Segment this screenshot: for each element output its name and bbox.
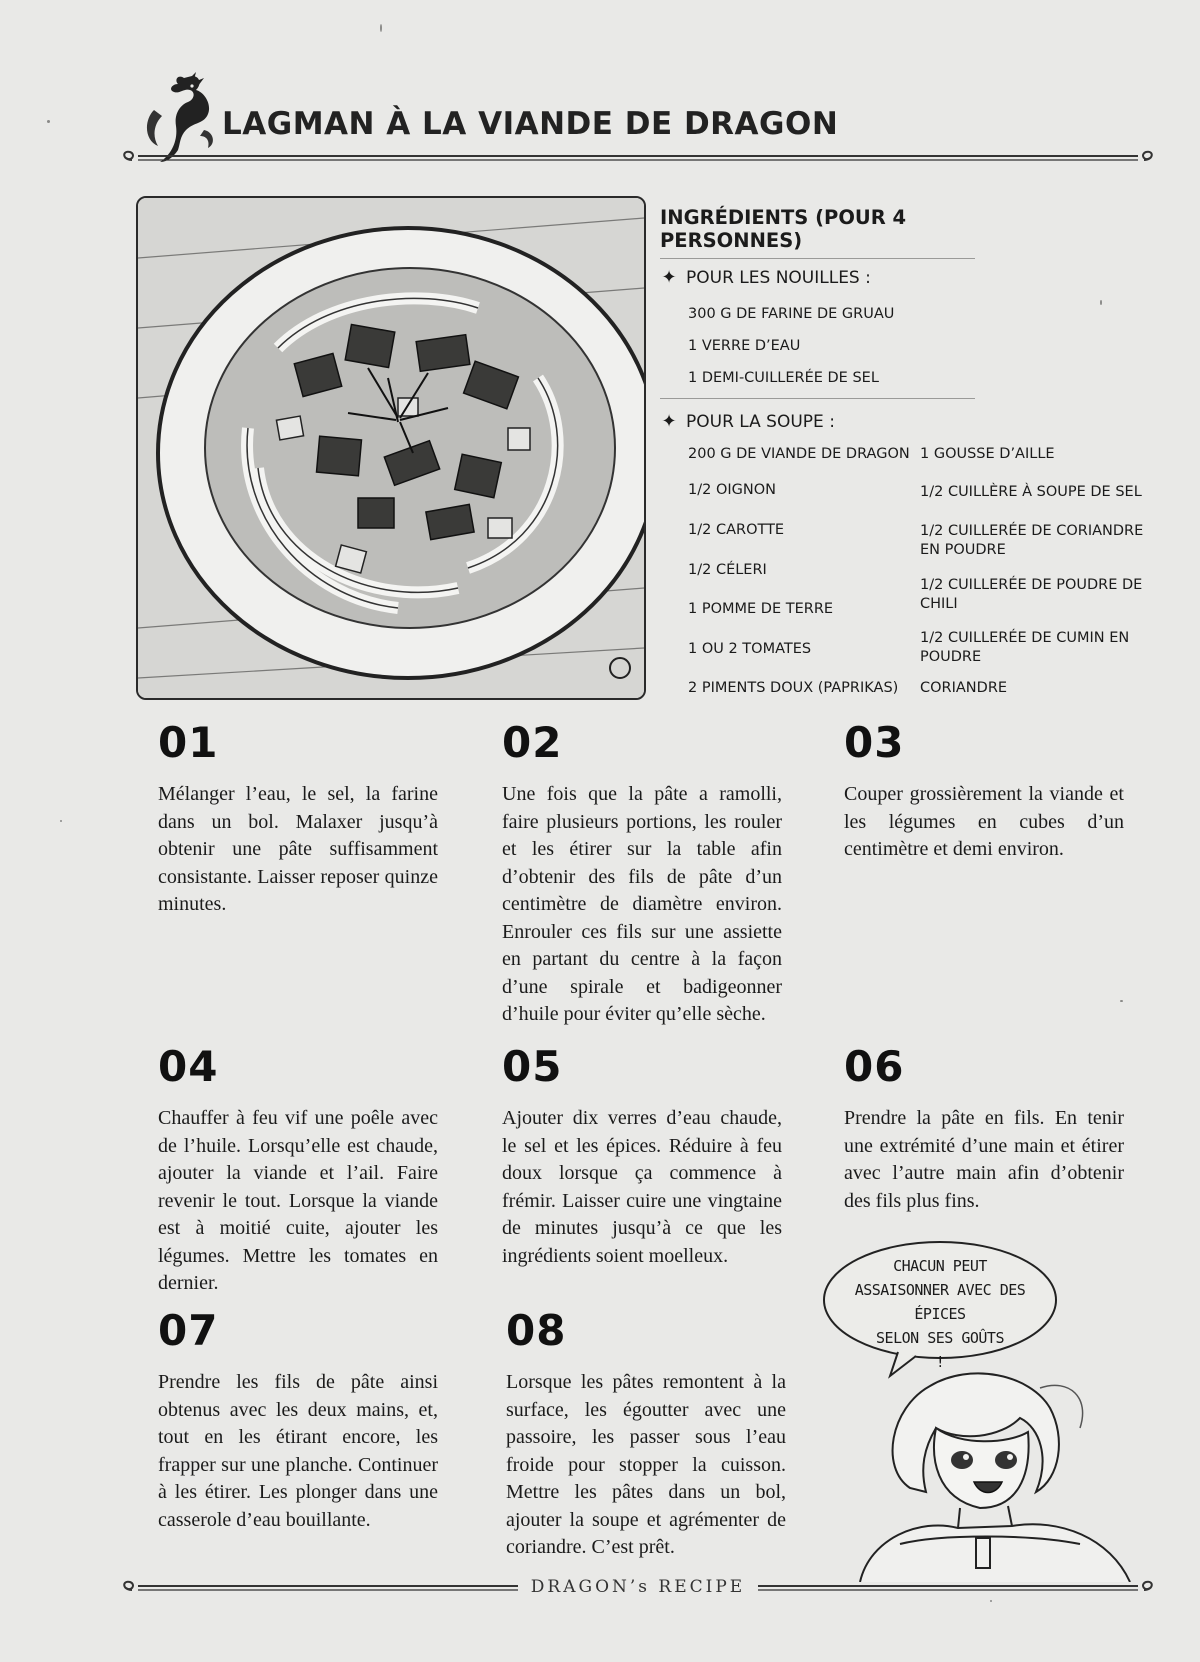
header-ornament-rule [118,148,1158,170]
noodles-subheading [660,267,1160,288]
character-illustration [840,1368,1140,1582]
four-point-star-icon: ✦ [661,411,677,432]
lagman-bowl-drawing [138,198,644,698]
soup-item: 1/2 CUILLÈRE À SOUPE DE SEL [920,484,1142,500]
step-number: 01 [158,718,219,767]
step-text: Prendre la pâte en fils. En tenir une extrémité d’une main et étirer avec l’autre main afin d’obtenir des fils plus fins. [844,1107,1124,1212]
bubble-line: ! [935,1353,945,1371]
bubble-line: ASSAISONNER AVEC DES ÉPICES [854,1281,1026,1323]
recipe-title: LAGMAN À LA VIANDE DE DRAGON [222,106,839,142]
recipe-header [118,62,1158,172]
speech-bubble [820,1238,1060,1380]
soup-subheading [660,411,1160,432]
step-07 [158,1306,438,1534]
step-number: 08 [506,1306,567,1355]
paper-speck [1120,1000,1123,1002]
dish-illustration [136,196,646,700]
soup-item: 1/2 CUILLERÉE DE CORIANDRE EN POUDRE [920,523,1144,558]
step-02 [502,718,782,1029]
soup-item: 1 OU 2 TOMATES [688,641,812,657]
step-text: Couper grossièrement la viande et les légumes en cubes d’un centimètre et demi environ. [844,783,1124,860]
step-text: Lorsque les pâtes remontent à la surface, les égoutter avec une passoire, les passer sous l’eau froide pour stopper la cuisson. Mettre les pâtes dans un bol, ajouter la soupe et agrémenter de coriandre. C’est prêt. [506,1371,786,1558]
ingredients-divider [660,398,975,399]
paper-speck [60,820,62,822]
soup-item: 1/2 CUILLERÉE DE POUDRE DE CHILI [920,577,1143,612]
ingredients-panel [660,206,1160,704]
noodles-list [660,298,1160,394]
step-text: Mélanger l’eau, le sel, la farine dans un bol. Malaxer jusqu’à obtenir une pâte suffisamment consistante. Laisser reposer quinze minutes. [158,783,438,915]
soup-label: POUR LA SOUPE : [686,411,835,432]
step-03 [844,718,1124,864]
step-number: 02 [502,718,563,767]
bubble-line: SELON SES GOÛTS [876,1329,1004,1347]
step-number: 06 [844,1042,905,1091]
soup-item: 1/2 OIGNON [688,482,776,498]
step-08 [506,1306,786,1562]
soup-item: 1/2 CUILLERÉE DE CUMIN EN POUDRE [920,630,1130,665]
step-05 [502,1042,782,1270]
four-point-star-icon: ✦ [661,267,677,288]
step-06 [844,1042,1124,1215]
ingredients-heading: INGRÉDIENTS (POUR 4 PERSONNES) [660,206,975,259]
noodles-item: 300 G DE FARINE DE GRUAU [688,306,895,322]
step-number: 05 [502,1042,563,1091]
step-text: Une fois que la pâte a ramolli, faire plusieurs portions, les rouler et les étirer sur la table afin d’obtenir des fils de pâte d’un centimètre de diamètre environ. Enrouler ces fils sur une assiette en partant du centre à la façon d’une spirale et badigeonner d’huile pour éviter qu’elle sèche. [502,783,782,1025]
soup-item: 1/2 CÉLERI [688,562,767,578]
recipe-footer [118,1568,1158,1608]
step-number: 03 [844,718,905,767]
step-text: Ajouter dix verres d’eau chaude, le sel et les épices. Réduire à feu doux lorsque ça commence à frémir. Laisser cuire une vingtaine de minutes jusqu’à ce que les ingrédients soient moelleux. [502,1107,782,1267]
soup-item: CORIANDRE [920,680,1008,696]
soup-ingredients [660,442,1160,704]
step-text: Prendre les fils de pâte ainsi obtenus avec les deux mains, et, tout en les étirant encore, les frapper sur une planche. Continuer à les étirer. Les plonger dans une casserole d’eau bouillante. [158,1371,438,1531]
soup-item: 200 G DE VIANDE DE DRAGON [688,446,910,462]
step-text: Chauffer à feu vif une poêle avec de l’huile. Lorsqu’elle est chaude, ajouter la viande et l’ail. Faire revenir le tout. Lorsque la viande est à moitié cuite, ajouter les légumes. Mettre les tomates en dernier. [158,1107,438,1294]
soup-item: 2 PIMENTS DOUX (PAPRIKAS) [688,680,899,696]
step-01 [158,718,438,919]
paper-speck [380,24,382,32]
step-number: 07 [158,1306,219,1355]
step-04 [158,1042,438,1298]
bubble-line: CHACUN PEUT [893,1257,987,1275]
step-number: 04 [158,1042,219,1091]
noodles-label: POUR LES NOUILLES : [686,267,871,288]
soup-item: 1 POMME DE TERRE [688,601,834,617]
footer-label: DRAGON’s RECIPE [518,1577,758,1597]
soup-item: 1/2 CAROTTE [688,522,785,538]
soup-item: 1 GOUSSE D’AILLE [920,446,1055,462]
speech-bubble-text [830,1254,1050,1374]
noodles-item: 1 VERRE D’EAU [688,338,801,354]
paper-speck [47,120,50,123]
noodles-item: 1 DEMI-CUILLERÉE DE SEL [688,370,879,386]
